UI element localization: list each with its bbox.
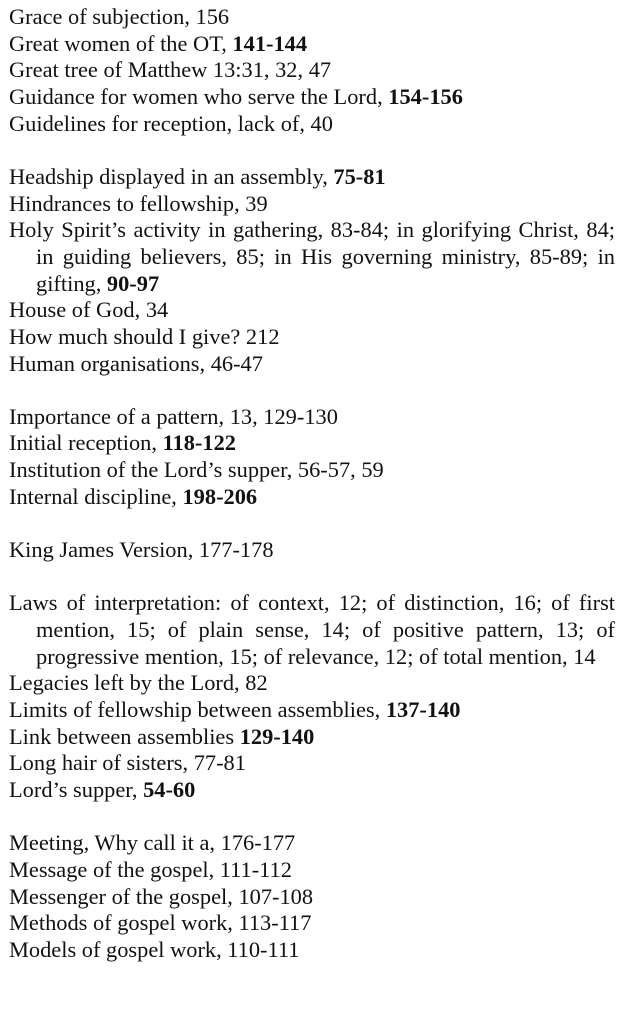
index-group-h bbox=[9, 164, 615, 377]
entry-text: Importance of a pattern, 13, 129-130 bbox=[9, 403, 338, 429]
index-entry bbox=[9, 884, 615, 911]
index-entry bbox=[9, 297, 615, 324]
index-group-k bbox=[9, 537, 615, 564]
page-reference-bold: 137-140 bbox=[385, 697, 461, 722]
entry-text: Models of gospel work, 110-111 bbox=[9, 936, 300, 962]
page-reference-bold: 141-144 bbox=[232, 30, 308, 56]
entry-text: House of God, 34 bbox=[9, 297, 169, 323]
entry-text: Holy Spirit’s activity in gathering, 83-84; in glorifying Christ, 84; in guiding believers, 85; in His governing ministry, 85-89; in gifting, bbox=[9, 217, 615, 296]
entry-text: Great tree of Matthew 13:31, 32, 47 bbox=[9, 57, 332, 83]
entry-text: Link between assemblies bbox=[9, 723, 240, 749]
page-reference-bold: 198-206 bbox=[182, 483, 258, 509]
entry-text: Initial reception, bbox=[9, 430, 163, 456]
entry-text: Message of the gospel, 111-112 bbox=[9, 856, 292, 882]
index-entry bbox=[9, 217, 615, 297]
index-group-i bbox=[9, 404, 615, 511]
index-entry bbox=[9, 164, 615, 191]
index-entry bbox=[9, 404, 615, 431]
index-entry bbox=[9, 724, 615, 751]
entry-text: Grace of subjection, 156 bbox=[9, 4, 230, 29]
page-reference-bold: 118-122 bbox=[162, 430, 236, 456]
entry-text: How much should I give? 212 bbox=[9, 323, 280, 349]
index-page bbox=[9, 4, 615, 964]
index-entry bbox=[9, 937, 615, 964]
index-entry bbox=[9, 351, 615, 378]
index-group-l bbox=[9, 590, 615, 803]
entry-text: Messenger of the gospel, 107-108 bbox=[9, 883, 314, 909]
entry-text: Great women of the OT, bbox=[9, 30, 233, 56]
index-entry bbox=[9, 84, 615, 111]
page-reference-bold: 129-140 bbox=[239, 723, 315, 749]
entry-text: Guidance for women who serve the Lord, bbox=[9, 83, 389, 109]
entry-text: Hindrances to fellowship, 39 bbox=[9, 190, 268, 216]
entry-text: Legacies left by the Lord, 82 bbox=[9, 670, 268, 696]
index-entry bbox=[9, 537, 615, 564]
index-entry bbox=[9, 857, 615, 884]
entry-text: Long hair of sisters, 77-81 bbox=[9, 750, 246, 776]
index-entry bbox=[9, 777, 615, 804]
index-entry bbox=[9, 4, 615, 31]
entry-text: Laws of interpretation: of context, 12; of distinction, 16; of first mention, 15; of plain sense, 14; of positive pattern, 13; of progressive mention, 15; of relevance, 12; of total mention, 14 bbox=[9, 590, 615, 669]
index-entry bbox=[9, 457, 615, 484]
index-group-g bbox=[9, 4, 615, 137]
entry-text: Limits of fellowship between assemblies, bbox=[9, 697, 386, 722]
index-entry bbox=[9, 590, 615, 670]
index-entry bbox=[9, 484, 615, 511]
entry-text: Institution of the Lord’s supper, 56-57, 59 bbox=[9, 457, 384, 483]
page-reference-bold: 90-97 bbox=[106, 270, 160, 296]
page-reference-bold: 154-156 bbox=[388, 83, 463, 109]
index-entry bbox=[9, 697, 615, 724]
page-reference-bold: 54-60 bbox=[143, 776, 196, 802]
index-entry bbox=[9, 910, 615, 937]
index-entry bbox=[9, 111, 615, 138]
entry-text: Human organisations, 46-47 bbox=[9, 350, 263, 376]
index-entry bbox=[9, 430, 615, 457]
entry-text: Methods of gospel work, 113-117 bbox=[9, 910, 312, 936]
index-entry bbox=[9, 750, 615, 777]
index-entry bbox=[9, 324, 615, 351]
index-entry bbox=[9, 191, 615, 218]
entry-text: Meeting, Why call it a, 176-177 bbox=[9, 830, 296, 856]
index-entry bbox=[9, 57, 615, 84]
index-entry bbox=[9, 670, 615, 697]
index-group-m bbox=[9, 830, 615, 963]
entry-text: King James Version, 177-178 bbox=[9, 537, 274, 563]
index-entry bbox=[9, 830, 615, 857]
index-entry bbox=[9, 31, 615, 58]
entry-text: Internal discipline, bbox=[9, 483, 183, 509]
entry-text: Lord’s supper, bbox=[9, 776, 144, 802]
page-reference-bold: 75-81 bbox=[333, 163, 386, 189]
entry-text: Headship displayed in an assembly, bbox=[9, 163, 334, 189]
entry-text: Guidelines for reception, lack of, 40 bbox=[9, 110, 333, 136]
